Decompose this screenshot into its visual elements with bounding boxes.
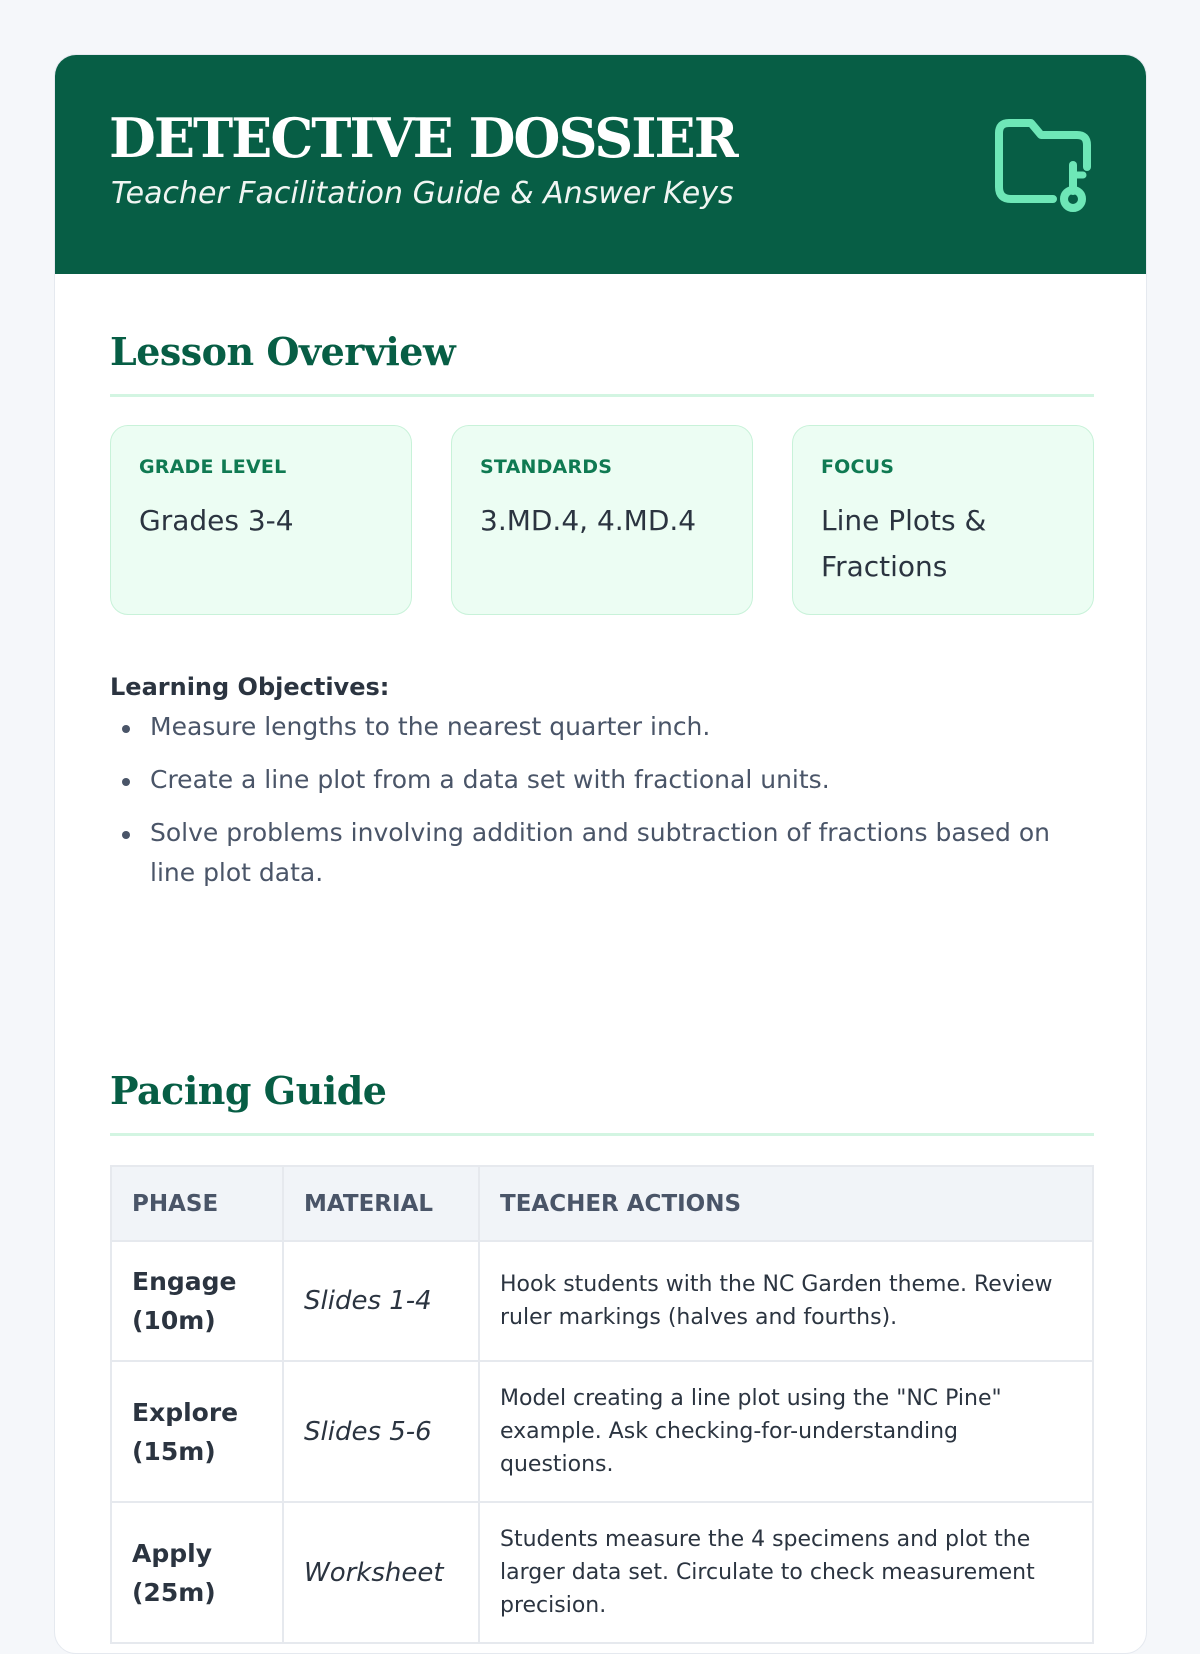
info-value: Grades 3-4 [139,504,294,537]
teacher-actions-cell: Hook students with the NC Garden theme. Review ruler markings (halves and fourths). [479,1241,1093,1361]
pacing-guide-heading: Pacing Guide [110,1068,387,1113]
pacing-table [110,1165,1094,1644]
info-value: Line Plots & Fractions [821,504,987,583]
teacher-actions-cell: Students measure the 4 specimens and plot the larger data set. Circulate to check measurement precision. [479,1502,1093,1643]
objectives-heading: Learning Objectives: [110,673,390,701]
material-cell: Slides 5-6 [283,1361,479,1502]
column-header-phase: PHASE [111,1166,283,1241]
phase-cell: Apply (25m) [111,1502,283,1643]
objectives-list [110,707,1100,906]
info-label: FOCUS [821,456,895,478]
column-header-teacher-actions: TEACHER ACTIONS [479,1166,1093,1241]
section-divider [110,394,1094,397]
phase-cell: Engage (10m) [111,1241,283,1361]
table-header-row [111,1166,1093,1241]
info-value: 3.MD.4, 4.MD.4 [480,504,697,537]
material-cell: Worksheet [283,1502,479,1643]
column-header-material: MATERIAL [283,1166,479,1241]
table-row [111,1241,1093,1361]
dossier-card [54,54,1147,1654]
grade-level-card [110,425,412,615]
page-title: DETECTIVE DOSSIER [109,106,737,170]
list-item: Create a line plot from a data set with fractional units. [110,760,1100,800]
teacher-actions-cell: Model creating a line plot using the "NC Pine" example. Ask checking-for-understanding questions. [479,1361,1093,1502]
phase-cell: Explore (15m) [111,1361,283,1502]
material-cell: Slides 1-4 [283,1241,479,1361]
list-item: Measure lengths to the nearest quarter inch. [110,707,1100,747]
page-subtitle: Teacher Facilitation Guide & Answer Keys [111,176,734,211]
table-row [111,1361,1093,1502]
info-label: GRADE LEVEL [139,456,287,478]
lesson-overview-heading: Lesson Overview [110,329,456,374]
list-item: Solve problems involving addition and subtraction of fractions based on line plot data. [110,813,1100,893]
section-divider [110,1133,1094,1136]
table-row [111,1502,1093,1643]
info-label: STANDARDS [480,456,613,478]
standards-card [451,425,753,615]
folder-key-icon [991,119,1095,215]
header-banner [55,55,1146,274]
focus-card [792,425,1094,615]
